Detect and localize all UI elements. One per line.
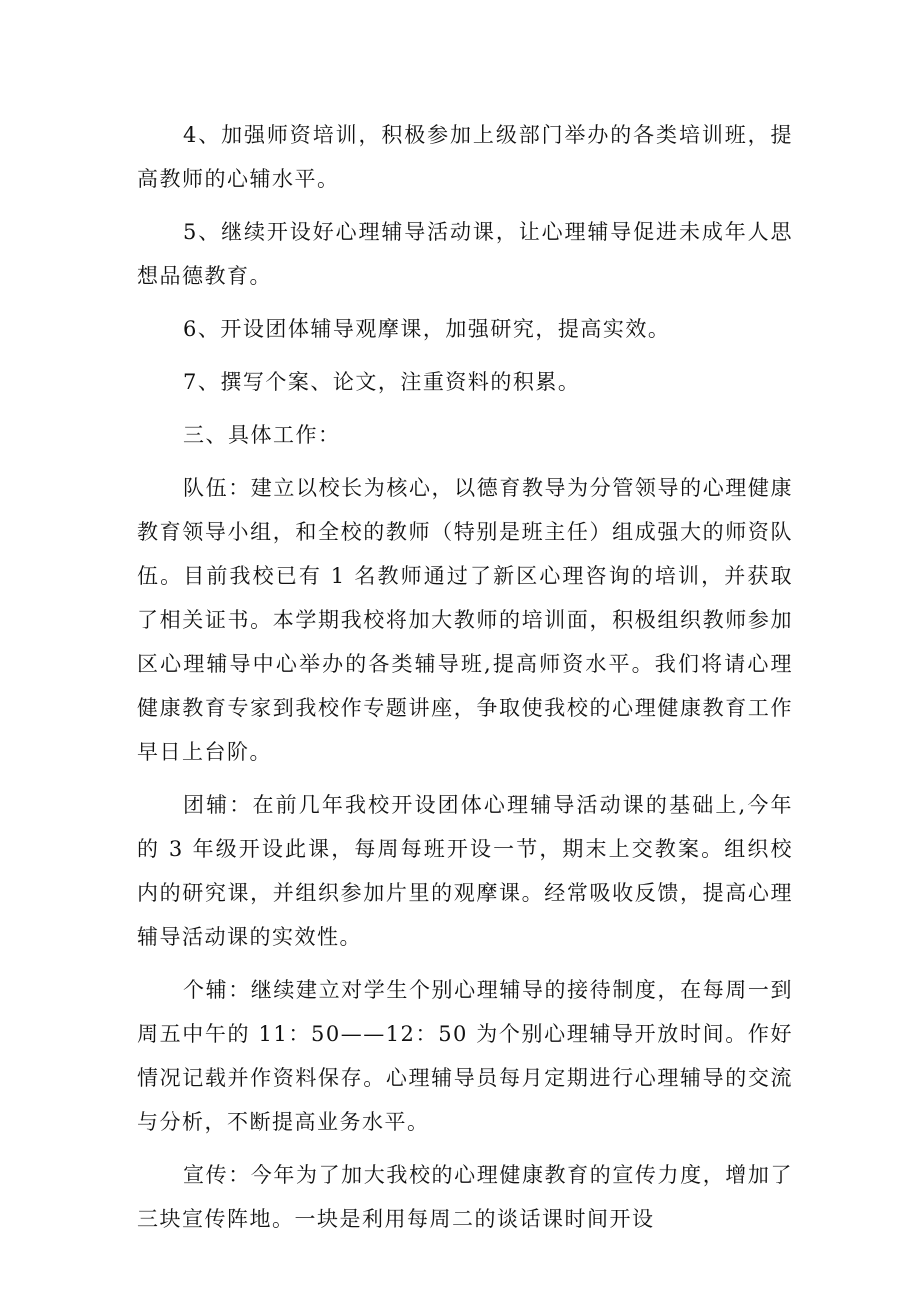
paragraph-item-7: 7、撰写个案、论文，注重资料的积累。 xyxy=(183,370,581,394)
paragraph-group-counseling: 团辅：在前几年我校开设团体心理辅导活动课的基础上,今年的 3 年级开设此课，每周每班开设一节，期末上交教案。组织校内的研究课，并组织参加片里的观摩课。经常吸收反馈，提高心理辅导活动课的实效性。 xyxy=(137,793,793,949)
paragraph-publicity: 宣传：今年为了加大我校的心理健康教育的宣传力度，增加了三块宣传阵地。一块是利用每周二的谈话课时间开设 xyxy=(137,1163,793,1231)
paragraph-team: 队伍：建立以校长为核心，以德育教导为分管领导的心理健康教育领导小组，和全校的教师（特别是班主任）组成强大的师资队伍。目前我校已有 1 名教师通过了新区心理咨询的培训，并获取了相关证书。本学期我校将加大教师的培训面，积极组织教师参加区心理辅导中心举办的各类辅导班,提高师资水平。我们将请心理健康教育专家到我校作专题讲座，争取使我校的心理健康教育工作早日上台阶。 xyxy=(137,476,793,764)
document-body xyxy=(137,113,793,1250)
paragraph-individual-counseling: 个辅：继续建立对学生个别心理辅导的接待制度，在每周一到周五中午的 11：50——12：50 为个别心理辅导开放时间。作好情况记载并作资料保存。心理辅导员每月定期进行心理辅导的交流与分析，不断提高业务水平。 xyxy=(137,978,793,1134)
paragraph-item-5: 5、继续开设好心理辅导活动课，让心理辅导促进未成年人思想品德教育。 xyxy=(137,220,793,288)
section-heading: 三、具体工作： xyxy=(183,423,341,447)
paragraph-item-6: 6、开设团体辅导观摩课，加强研究，提高实效。 xyxy=(183,317,671,341)
paragraph-item-4: 4、加强师资培训，积极参加上级部门举办的各类培训班，提高教师的心辅水平。 xyxy=(137,123,793,191)
